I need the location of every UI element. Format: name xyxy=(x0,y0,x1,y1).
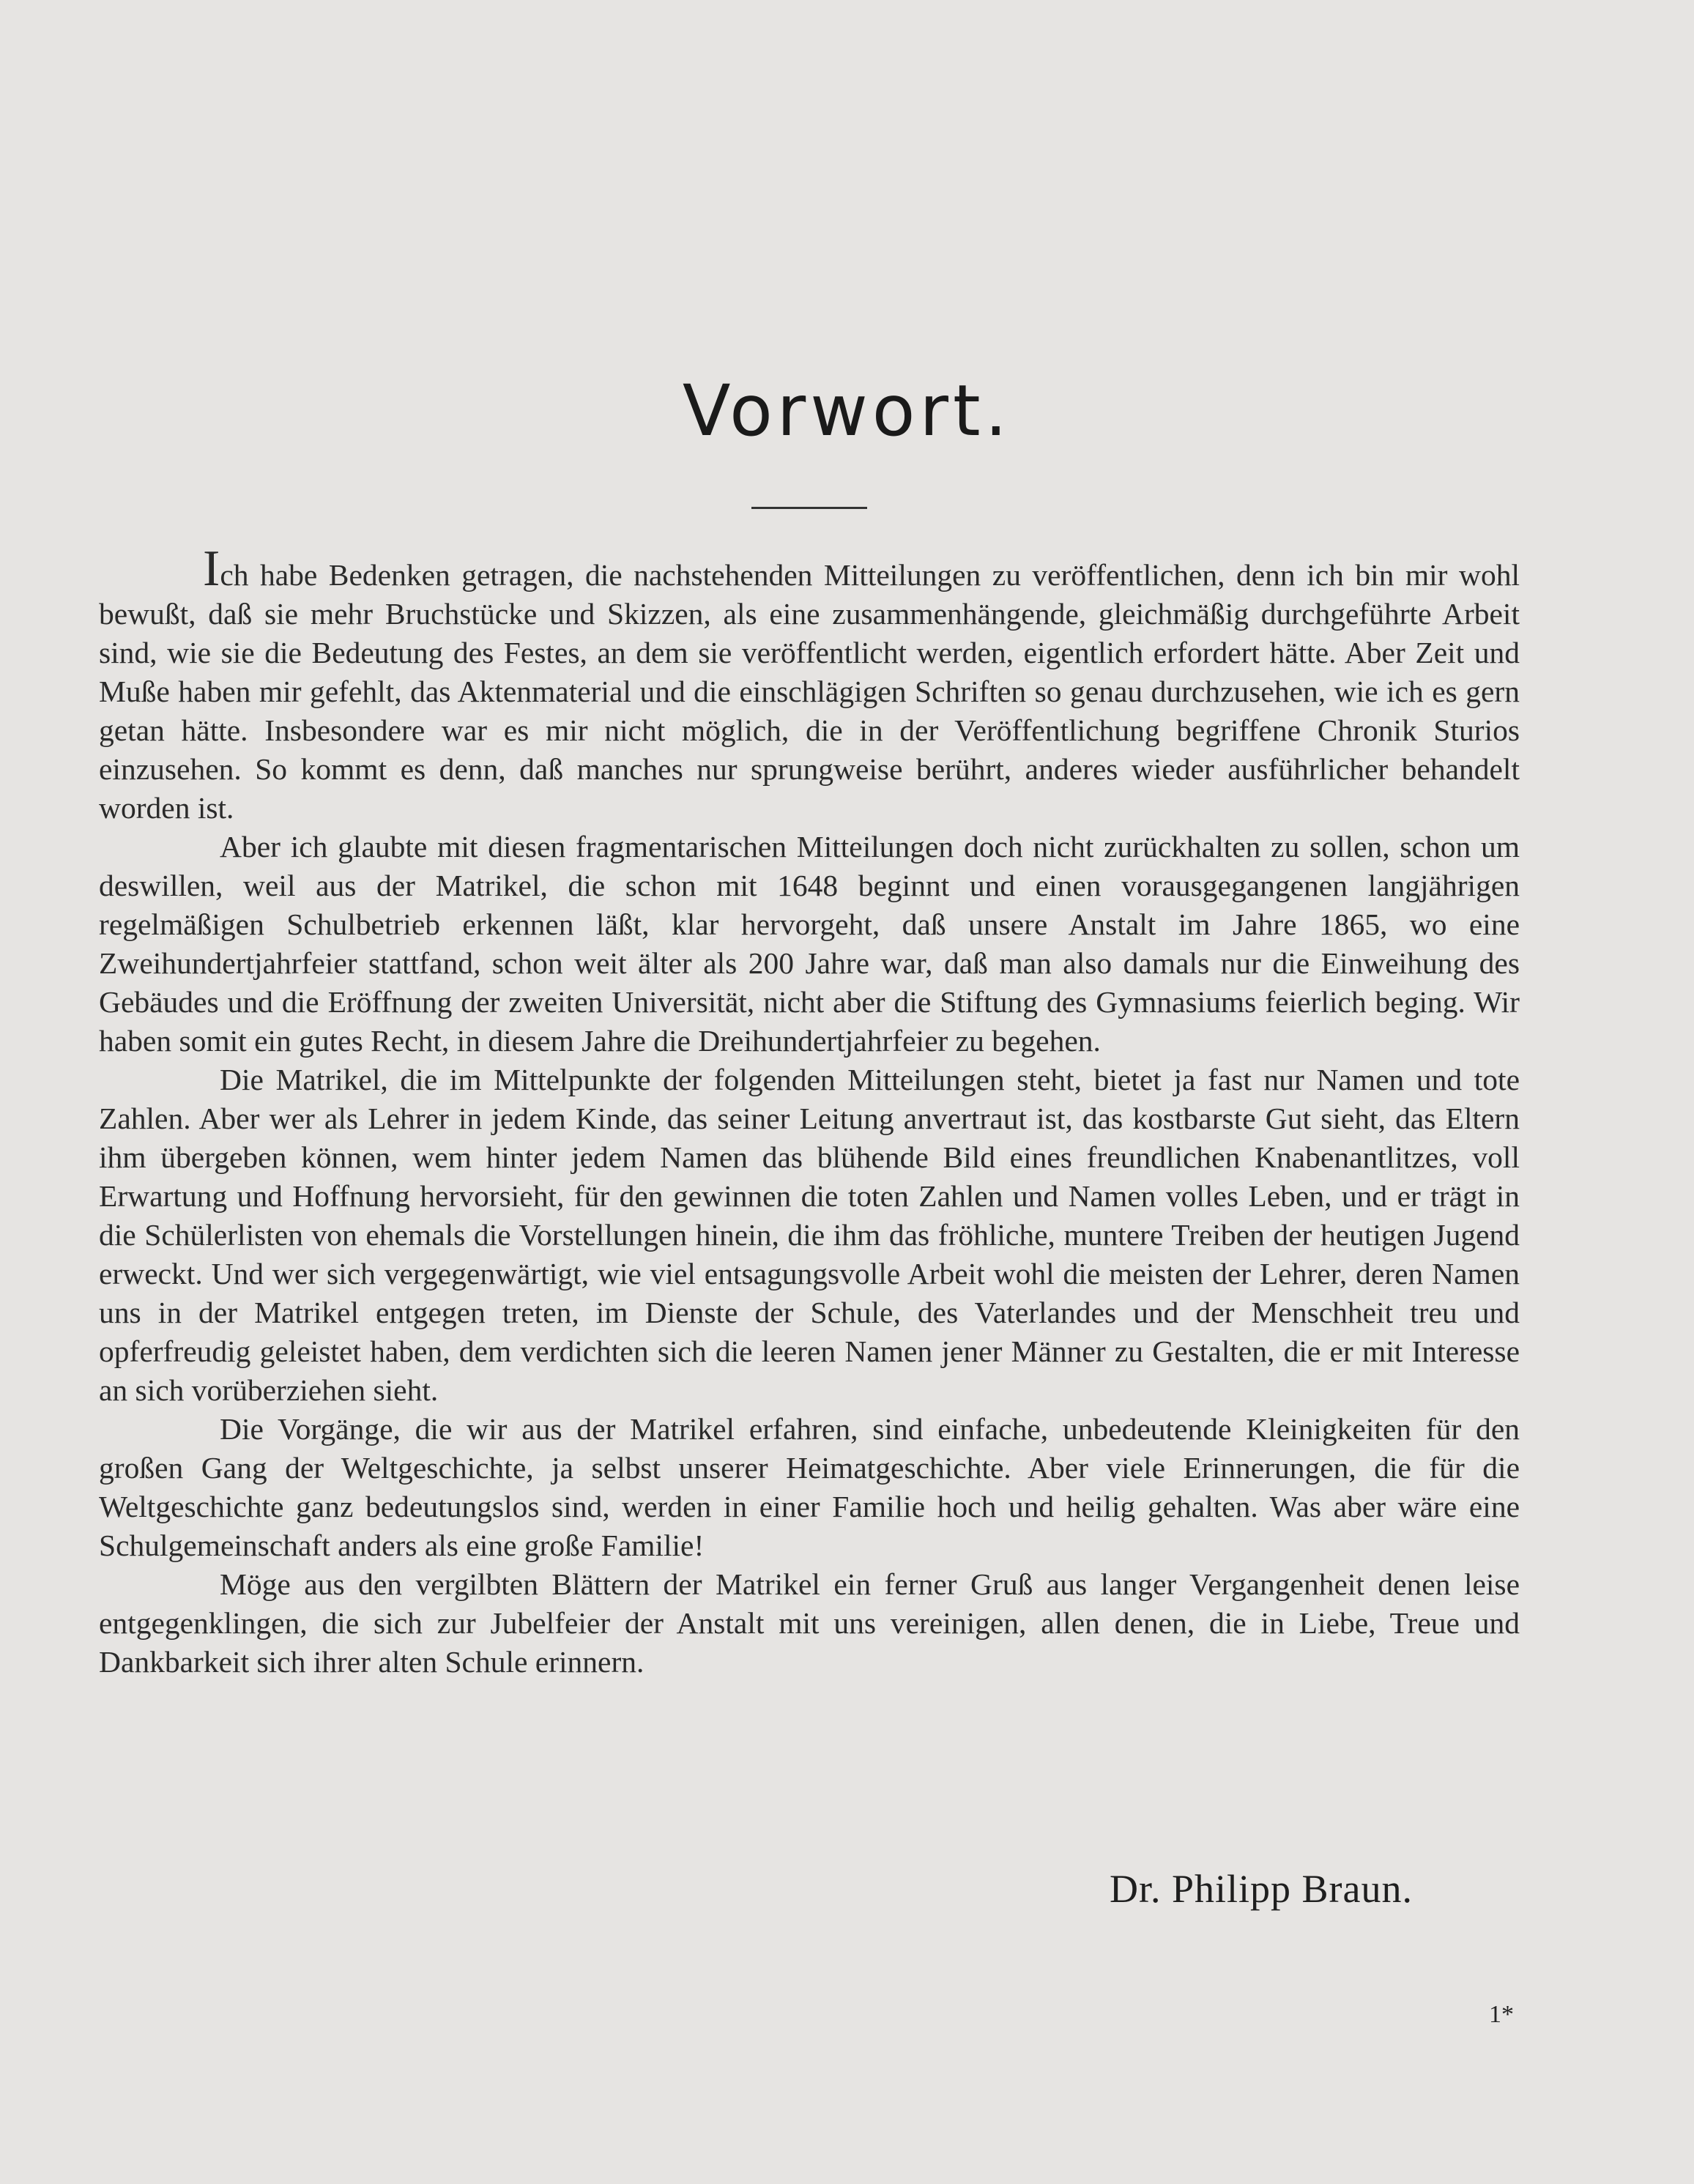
page-number: 1* xyxy=(1489,2001,1514,2028)
paragraph-5: Möge aus den vergilbten Blättern der Matrikel ein ferner Gruß aus langer Vergangenheit denen leise entgegenklingen, die sich zur Jubelfeier der Anstalt mit uns vereinigen, allen denen, die in Liebe, Treue und Dankbarkeit sich ihrer alten Schule erinnern. xyxy=(99,1567,1520,1679)
paragraph-4: Die Vorgänge, die wir aus der Matrikel erfahren, sind einfache, unbedeutende Kleinigkeiten für den großen Gang der Weltgeschichte, ja selbst unserer Heimatgeschichte. Aber viele Erinnerungen, die für die Weltgeschichte ganz bedeutungslos sind, werden in einer Familie hoch und heilig gehalten. Was aber wäre eine Schulgemeinschaft anders als eine große Familie! xyxy=(99,1412,1520,1562)
preface-body xyxy=(99,541,1520,1682)
paragraph-3: Die Matrikel, die im Mittelpunkte der folgenden Mitteilungen steht, bietet ja fast nur Namen und tote Zahlen. Aber wer als Lehrer in jedem Kinde, das seiner Leitung anvertraut ist, das kostbarste Gut sieht, das Eltern ihm übergeben können, wem hinter jedem Namen das blühende Bild eines freundlichen Knabenantlitzes, voll Erwartung und Hoffnung hervorsieht, für den gewinnen die toten Zahlen und Namen volles Leben, und er trägt in die Schülerlisten von ehemals die Vorstellungen hinein, die ihm das fröhliche, muntere Treiben der heutigen Jugend erweckt. Und wer sich vergegenwärtigt, wie viel entsagungsvolle Arbeit wohl die meisten der Lehrer, deren Namen uns in der Matrikel entgegen treten, im Dienste der Schule, des Vaterlandes und der Menschheit treu und opferfreudig geleistet haben, dem verdichten sich die leeren Namen jener Männer zu Gestalten, die er mit Interesse an sich vorüberziehen sieht. xyxy=(99,1063,1520,1407)
paragraph-1 xyxy=(99,541,1520,828)
title-divider xyxy=(751,507,867,509)
drop-cap: I xyxy=(203,541,220,597)
paragraph-2: Aber ich glaubte mit diesen fragmentarischen Mitteilungen doch nicht zurückhalten zu sollen, schon um deswillen, weil aus der Matrikel, die schon mit 1648 beginnt und einen vorausgegangenen langjährigen regelmäßigen Schulbetrieb erkennen läßt, klar hervorgeht, daß unsere Anstalt im Jahre 1865, wo eine Zweihundertjahrfeier stattfand, schon weit älter als 200 Jahre war, daß man also damals nur die Einweihung des Gebäudes und die Eröffnung der zweiten Universität, nicht aber die Stiftung des Gymnasiums feierlich beging. Wir haben somit ein gutes Recht, in diesem Jahre die Dreihundertjahrfeier zu begehen. xyxy=(99,830,1520,1058)
paragraph-1-text: ch habe Bedenken getragen, die nachstehenden Mitteilungen zu veröffentlichen, denn ich bin mir wohl bewußt, daß sie mehr Bruchstücke und Skizzen, als eine zusammenhängende, gleichmäßig durchgeführte Arbeit sind, wie sie die Bedeutung des Festes, an dem sie veröffentlicht werden, eigentlich erfordert hätte. Aber Zeit und Muße haben mir gefehlt, das Aktenmaterial und die einschlägigen Schriften so genau durchzusehen, wie ich es gern getan hätte. Insbesondere war es mir nicht möglich, die in der Veröffentlichung begriffene Chronik Sturios einzusehen. So kommt es denn, daß manches nur sprungweise berührt, anderes wieder ausführlicher behandelt worden ist. xyxy=(99,558,1520,825)
page-title: Vorwort. xyxy=(682,370,1012,452)
author-signature: Dr. Philipp Braun. xyxy=(1110,1867,1413,1911)
